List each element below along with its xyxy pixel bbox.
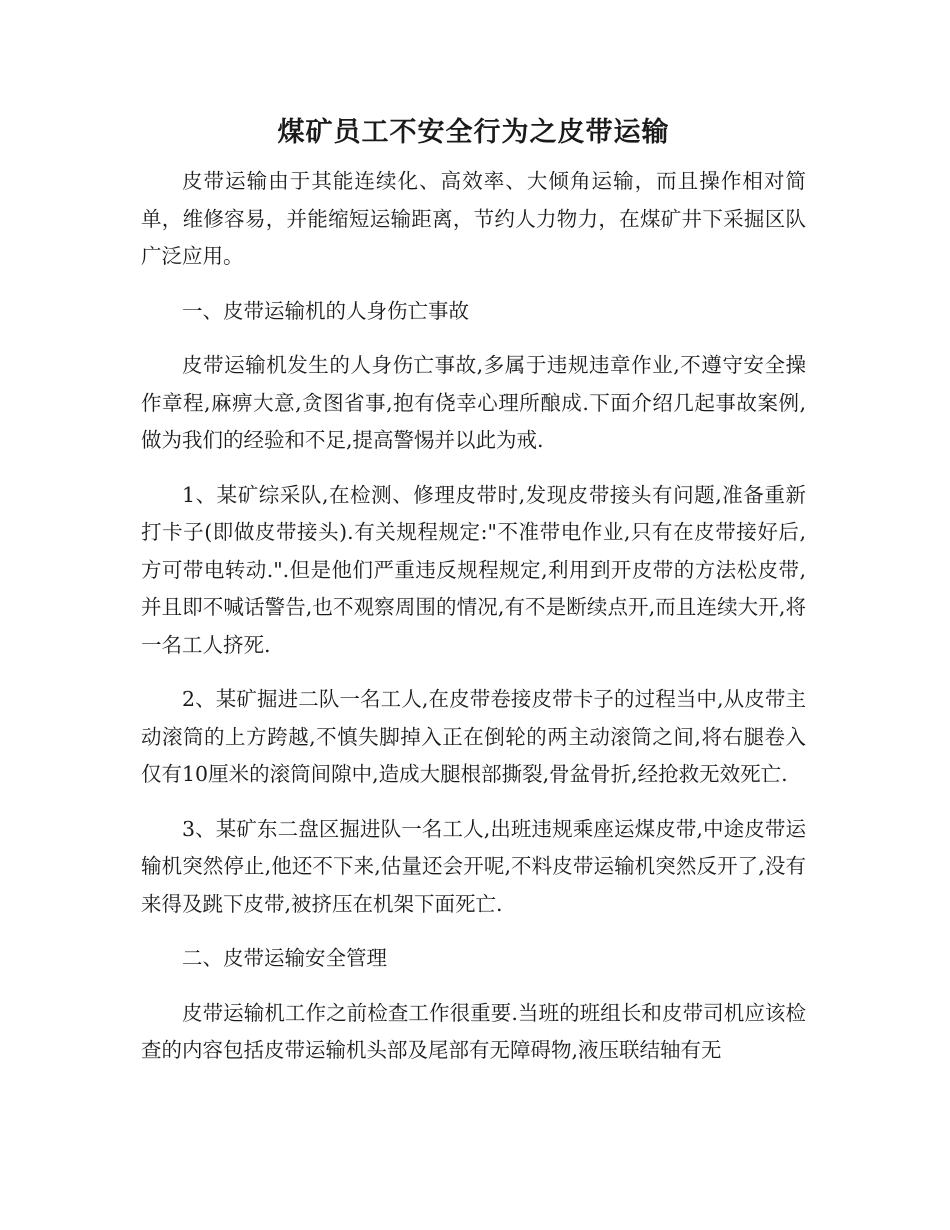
intro-paragraph: 皮带运输由于其能连续化、高效率、大倾角运输，而且操作相对简单，维修容易，并能缩短运输距离，节约人力物力，在煤矿井下采掘区队广泛应用。: [141, 169, 806, 268]
case-3-paragraph: 3、某矿东二盘区掘进队一名工人,出班违规乘座运煤皮带,中途皮带运输机突然停止,他还不下来,估量还会开呢,不料皮带运输机突然反开了,没有来得及跳下皮带,被挤压在机架下面死亡.: [141, 816, 806, 916]
section-1-intro-paragraph: 皮带运输机发生的人身伤亡事故,多属于违规违章作业,不遵守安全操作章程,麻痹大意,贪图省事,抱有侥幸心理所酿成.下面介绍几起事故案例,做为我们的经验和不足,提高警惕并以此为戒.: [141, 353, 806, 452]
case-2-paragraph: 2、某矿掘进二队一名工人,在皮带卷接皮带卡子的过程当中,从皮带主动滚筒的上方跨越,不慎失脚掉入正在倒轮的两主动滚筒之间,将右腿卷入仅有10厘米的滚筒间隙中,造成大腿根部撕裂,骨盆骨折,经抢救无效死亡.: [141, 687, 806, 786]
section-2-paragraph: 皮带运输机工作之前检查工作很重要.当班的班组长和皮带司机应该检查的内容包括皮带运输机头部及尾部有无障碍物,液压联结轴有无: [141, 1000, 806, 1062]
section-heading-2: 二、皮带运输安全管理: [182, 946, 387, 970]
document-title: 煤矿员工不安全行为之皮带运输: [277, 117, 670, 148]
document-page: [141, 113, 806, 1087]
case-1-paragraph: 1、某矿综采队,在检测、修理皮带时,发现皮带接头有问题,准备重新打卡子(即做皮带接头).有关规程规定:"不准带电作业,只有在皮带接好后,方可带电转动.".但是他们严重违反规程规定,利用到开皮带的方法松皮带,并且即不喊话警告,也不观察周围的情况,有不是断续点开,而且连续大开,将一名工人挤死.: [141, 482, 806, 657]
section-heading-1: 一、皮带运输机的人身伤亡事故: [182, 298, 469, 323]
